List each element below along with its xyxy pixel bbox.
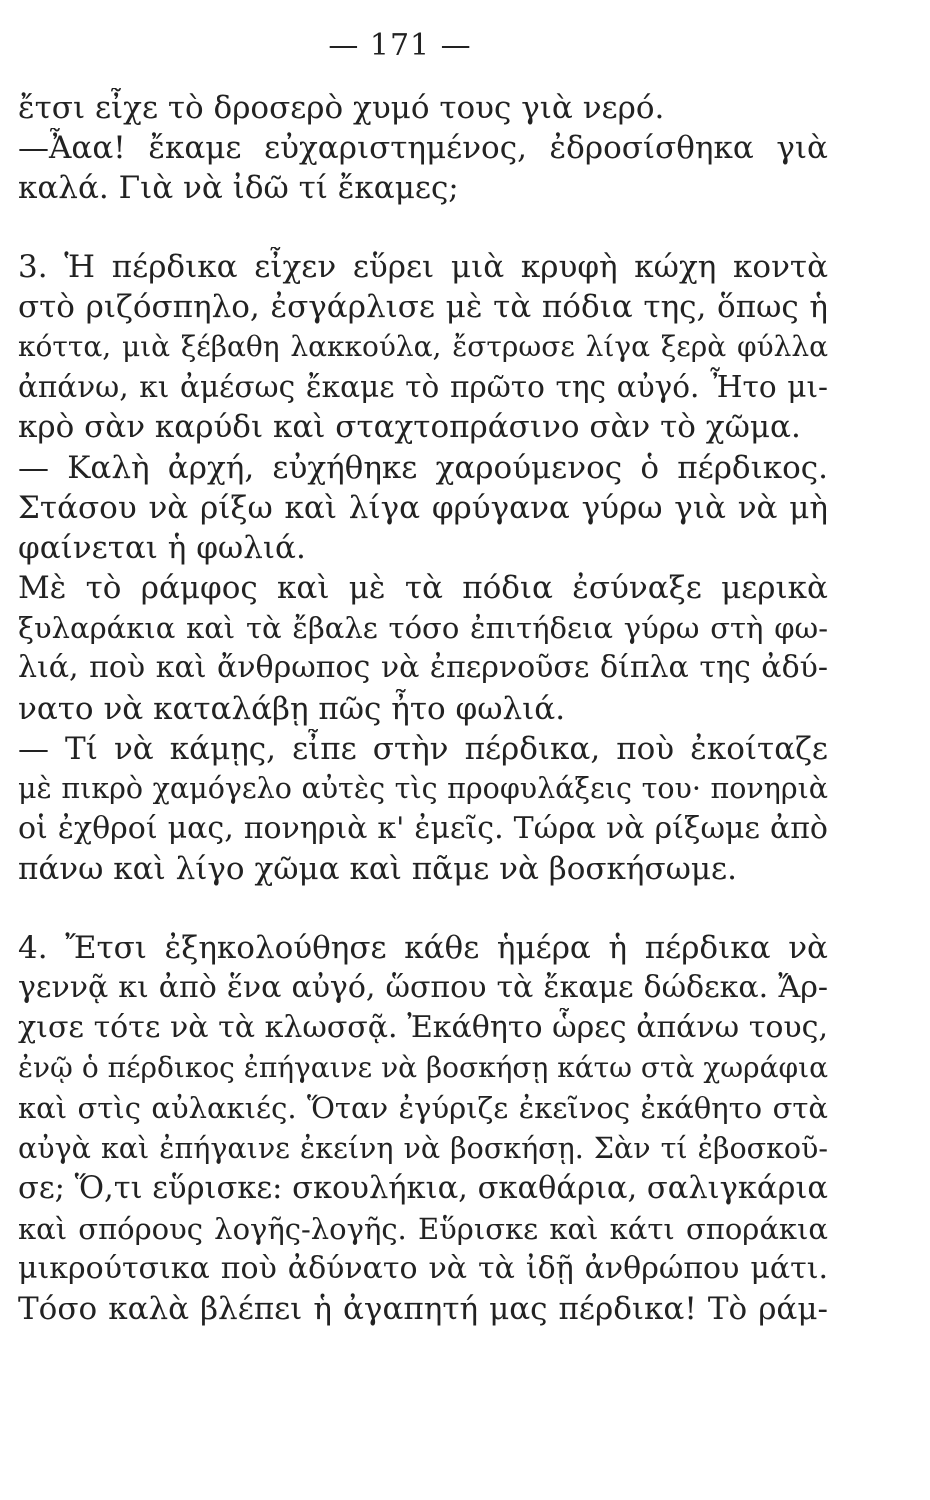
text-line: 4. Ἔτσι ἐξηκολούθησε κάθε ἡμέρα ἡ πέρδικα νὰ bbox=[18, 929, 828, 966]
text-line: νατο νὰ καταλάβῃ πῶς ἦτο φωλιά. bbox=[18, 690, 566, 727]
text-line: κρὸ σὰν καρύδι καὶ σταχτοπράσινο σὰν τὸ χῶμα. bbox=[18, 409, 801, 446]
text-line: ἔτσι εἶχε τὸ δροσερὸ χυμό τους γιὰ νερό. bbox=[18, 90, 665, 126]
text-line: — Καλὴ ἀρχή, εὐχήθηκε χαρούμενος ὁ πέρδικος. bbox=[18, 449, 828, 486]
text-line: Στάσου νὰ ρίξω καὶ λίγα φρύγανα γύρω γιὰ νὰ μὴ bbox=[18, 489, 828, 526]
text-line: αὐγὰ καὶ ἐπήγαινε ἐκείνη νὰ βοσκήσῃ. Σὰν τί ἐβοσκοῦ- bbox=[18, 1131, 828, 1165]
text-line: — Τί νὰ κάμῃς, εἶπε στὴν πέρδικα, ποὺ ἐκοίταζε bbox=[18, 730, 828, 767]
text-line: οἱ ἐχθροί μας, πονηριὰ κ' ἐμεῖς. Τώρα νὰ ρίξωμε ἀπὸ bbox=[18, 811, 828, 847]
text-line: πάνω καὶ λίγο χῶμα καὶ πᾶμε νὰ βοσκήσωμε. bbox=[18, 851, 737, 888]
text-line: στὸ ριζόσπηλο, ἐσγάρλισε μὲ τὰ πόδια της, ὅπως ἡ bbox=[18, 288, 828, 325]
text-line: γεννᾷ κι ἀπὸ ἕνα αὐγό, ὥσπου τὰ ἔκαμε δώδεκα. Ἄρ- bbox=[18, 969, 828, 1005]
section-gap bbox=[18, 890, 828, 928]
text-line: Μὲ τὸ ράμφος καὶ μὲ τὰ πόδια ἐσύναξε μερικὰ bbox=[18, 570, 828, 607]
text-line: μικρούτσικα ποὺ ἀδύνατο νὰ τὰ ἰδῇ ἀνθρώπου μάτι. bbox=[18, 1251, 828, 1287]
text-line: ἐνῷ ὁ πέρδικος ἐπήγαινε νὰ βοσκήσῃ κάτω στὰ χωράφια bbox=[18, 1051, 828, 1085]
text-line: σε; Ὅ,τι εὕρισκε: σκουλήκια, σκαθάρια, σαλιγκάρια bbox=[18, 1170, 828, 1206]
text-line: χισε τότε νὰ τὰ κλωσσᾷ. Ἐκάθητο ὧρες ἀπάνω τους, bbox=[18, 1009, 828, 1045]
text-line: καλά. Γιὰ νὰ ἰδῶ τί ἔκαμες; bbox=[18, 170, 459, 207]
text-line: ξυλαράκια καὶ τὰ ἔβαλε τόσο ἐπιτήδεια γύρω στὴ φω- bbox=[18, 611, 828, 646]
text-line: καὶ στὶς αὐλακιές. Ὅταν ἐγύριζε ἐκεῖνος ἐκάθητο στὰ bbox=[18, 1091, 828, 1126]
text-line: —Ἆαα! ἔκαμε εὐχαριστημένος, ἐδροσίσθηκα γιὰ bbox=[18, 130, 828, 167]
text-body bbox=[18, 88, 828, 1329]
page-number: — 171 — bbox=[328, 28, 472, 63]
text-line: μὲ πικρὸ χαμόγελο αὐτὲς τὶς προφυλάξεις του· πονηριὰ bbox=[18, 772, 828, 805]
text-line: λιά, ποὺ καὶ ἄνθρωπος νὰ ἐπερνοῦσε δίπλα της ἀδύ- bbox=[18, 650, 828, 686]
text-line: φαίνεται ἡ φωλιά. bbox=[18, 529, 306, 566]
text-line: ἀπάνω, κι ἀμέσως ἔκαμε τὸ πρῶτο της αὐγό. Ἦτο μι- bbox=[18, 370, 828, 405]
text-line: καὶ σπόρους λογῆς-λογῆς. Εὕρισκε καὶ κάτι σποράκια bbox=[18, 1211, 828, 1246]
text-line: Τόσο καλὰ βλέπει ἡ ἀγαπητή μας πέρδικα! Τὸ ράμ- bbox=[18, 1291, 828, 1328]
text-line: 3. Ἡ πέρδικα εἶχεν εὕρει μιὰ κρυφὴ κώχη κοντὰ bbox=[18, 248, 828, 285]
text-line: κόττα, μιὰ ξέβαθη λακκούλα, ἔστρωσε λίγα ξερὰ φύλλα bbox=[18, 329, 828, 363]
section-gap bbox=[18, 209, 828, 247]
